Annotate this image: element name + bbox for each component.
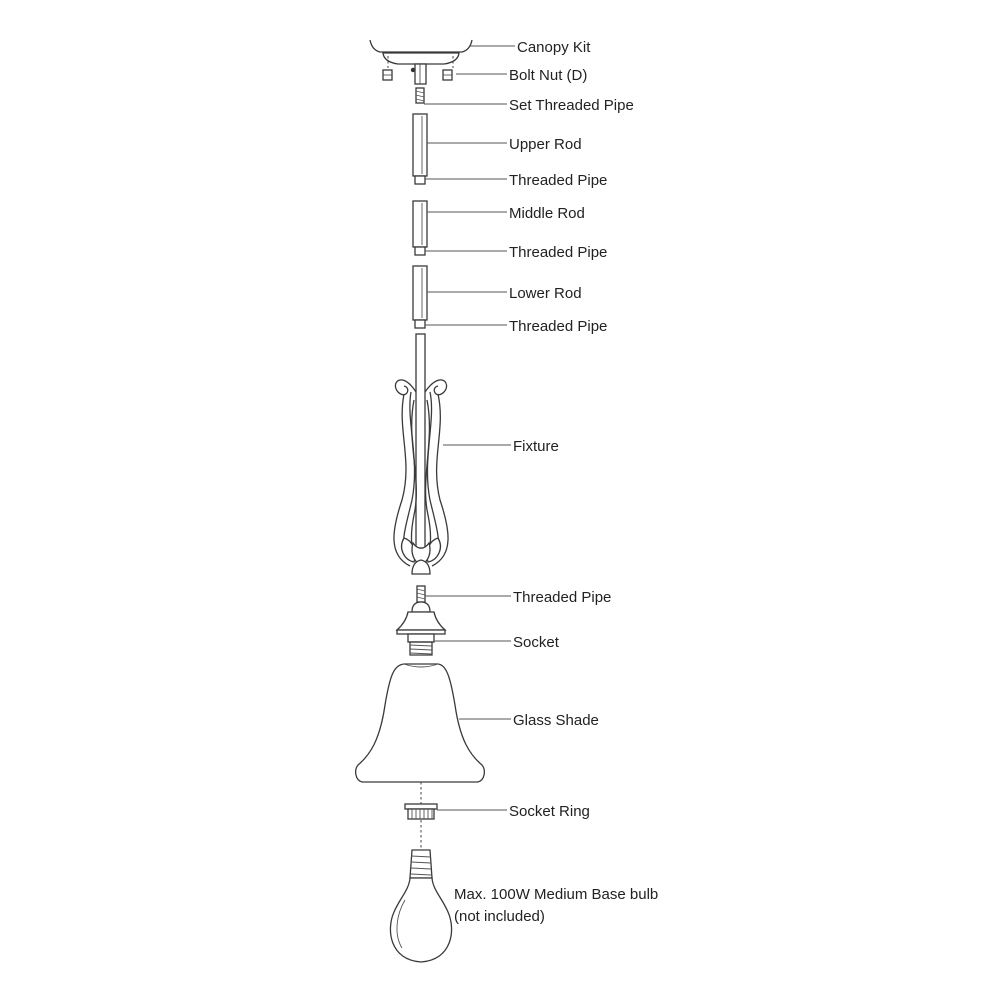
bolt-nut-right: [443, 70, 452, 80]
glass-shade: [356, 664, 485, 782]
label-threaded-pipe-4: Threaded Pipe: [513, 589, 612, 606]
label-upper-rod: Upper Rod: [509, 136, 582, 153]
label-glass-shade: Glass Shade: [513, 712, 599, 729]
socket-ring: [405, 804, 437, 819]
light-bulb: [390, 850, 451, 962]
socket-threaded-pipe: [417, 586, 425, 602]
canopy-loop: [415, 64, 426, 84]
label-threaded-pipe-3: Threaded Pipe: [509, 318, 608, 335]
set-threaded-pipe: [416, 88, 424, 103]
label-bulb-line1: Max. 100W Medium Base bulb: [454, 886, 659, 903]
label-set-threaded-pipe: Set Threaded Pipe: [509, 97, 634, 114]
fixture-body: [394, 334, 448, 574]
label-threaded-pipe-1: Threaded Pipe: [509, 172, 608, 189]
lower-rod: [413, 266, 427, 328]
label-canopy-kit: Canopy Kit: [517, 39, 591, 56]
label-middle-rod: Middle Rod: [509, 205, 585, 222]
label-socket-ring: Socket Ring: [509, 803, 590, 820]
label-fixture: Fixture: [513, 438, 559, 455]
upper-rod: [413, 114, 427, 184]
label-bolt-nut: Bolt Nut (D): [509, 67, 588, 84]
socket: [397, 602, 445, 655]
label-lower-rod: Lower Rod: [509, 285, 582, 302]
label-threaded-pipe-2: Threaded Pipe: [509, 244, 608, 261]
label-socket: Socket: [513, 634, 559, 651]
middle-rod: [413, 201, 427, 255]
label-bulb-line2: (not included): [454, 908, 545, 925]
bolt-nut-left: [383, 70, 392, 80]
